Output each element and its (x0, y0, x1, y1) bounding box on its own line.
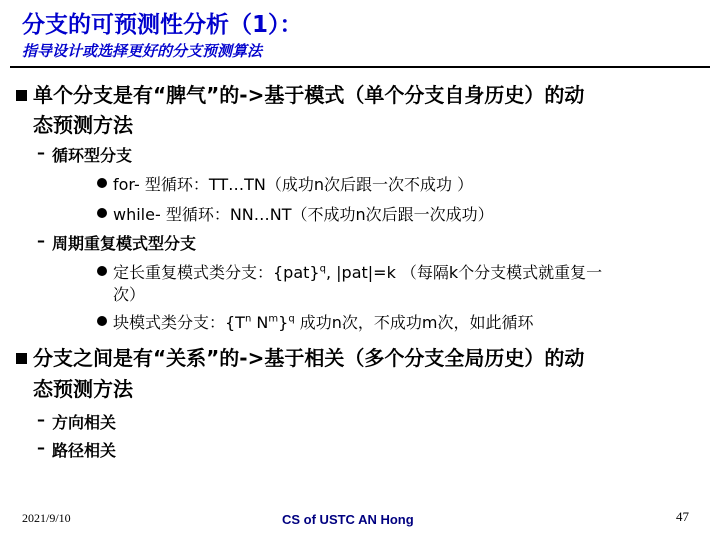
bullet-2-line-2: 态预测方法 (33, 377, 133, 401)
bullet-1-line-1: 单个分支是有“脾气”的->基于模式（单个分支自身历史）的动 (33, 83, 585, 107)
slide-subtitle: 指导设计或选择更好的分支预测算法 (22, 42, 263, 60)
list-item-for-loop: for- 型循环：TT…TN（成功n次后跟一次不成功 ） (113, 175, 474, 194)
dash-bullet-icon: – (37, 410, 45, 429)
list-item-fixed-length-pattern: 定长重复模式类分支：{pat}$^q$, |pat|=k （每隔k个分支模式就重复一 (113, 263, 603, 282)
round-bullet-icon (97, 266, 107, 276)
slide-title: 分支的可预测性分析（1）： (22, 12, 303, 38)
bullet-2-line-1: 分支之间是有“关系”的->基于相关（多个分支全局历史）的动 (33, 346, 585, 370)
sub-heading-path-correlation: 路径相关 (52, 441, 117, 460)
dash-bullet-icon: – (37, 231, 45, 250)
sub-heading-loop-branch: 循环型分支 (52, 146, 133, 165)
list-item-block-pattern: 块模式类分支：{$T^n$ $N^m\}^q$ 成功n次，不成功m次，如此循环 (113, 313, 534, 332)
footer-author: CS of USTC AN Hong (282, 512, 414, 527)
page-number: 47 (676, 509, 689, 524)
square-bullet-icon (16, 353, 27, 364)
bullet-1-line-2: 态预测方法 (33, 113, 133, 137)
sub-heading-direction-correlation: 方向相关 (52, 413, 117, 432)
dash-bullet-icon: – (37, 143, 45, 162)
footer-date: 2021/9/10 (22, 511, 71, 525)
list-item-fixed-length-pattern-cont: 次） (113, 285, 146, 304)
sub-heading-periodic-pattern: 周期重复模式型分支 (52, 234, 197, 253)
square-bullet-icon (16, 90, 27, 101)
dash-bullet-icon: – (37, 438, 45, 457)
round-bullet-icon (97, 178, 107, 188)
round-bullet-icon (97, 316, 107, 326)
title-divider (10, 66, 710, 68)
round-bullet-icon (97, 208, 107, 218)
list-item-while-loop: while- 型循环：NN…NT（不成功n次后跟一次成功） (113, 205, 494, 224)
